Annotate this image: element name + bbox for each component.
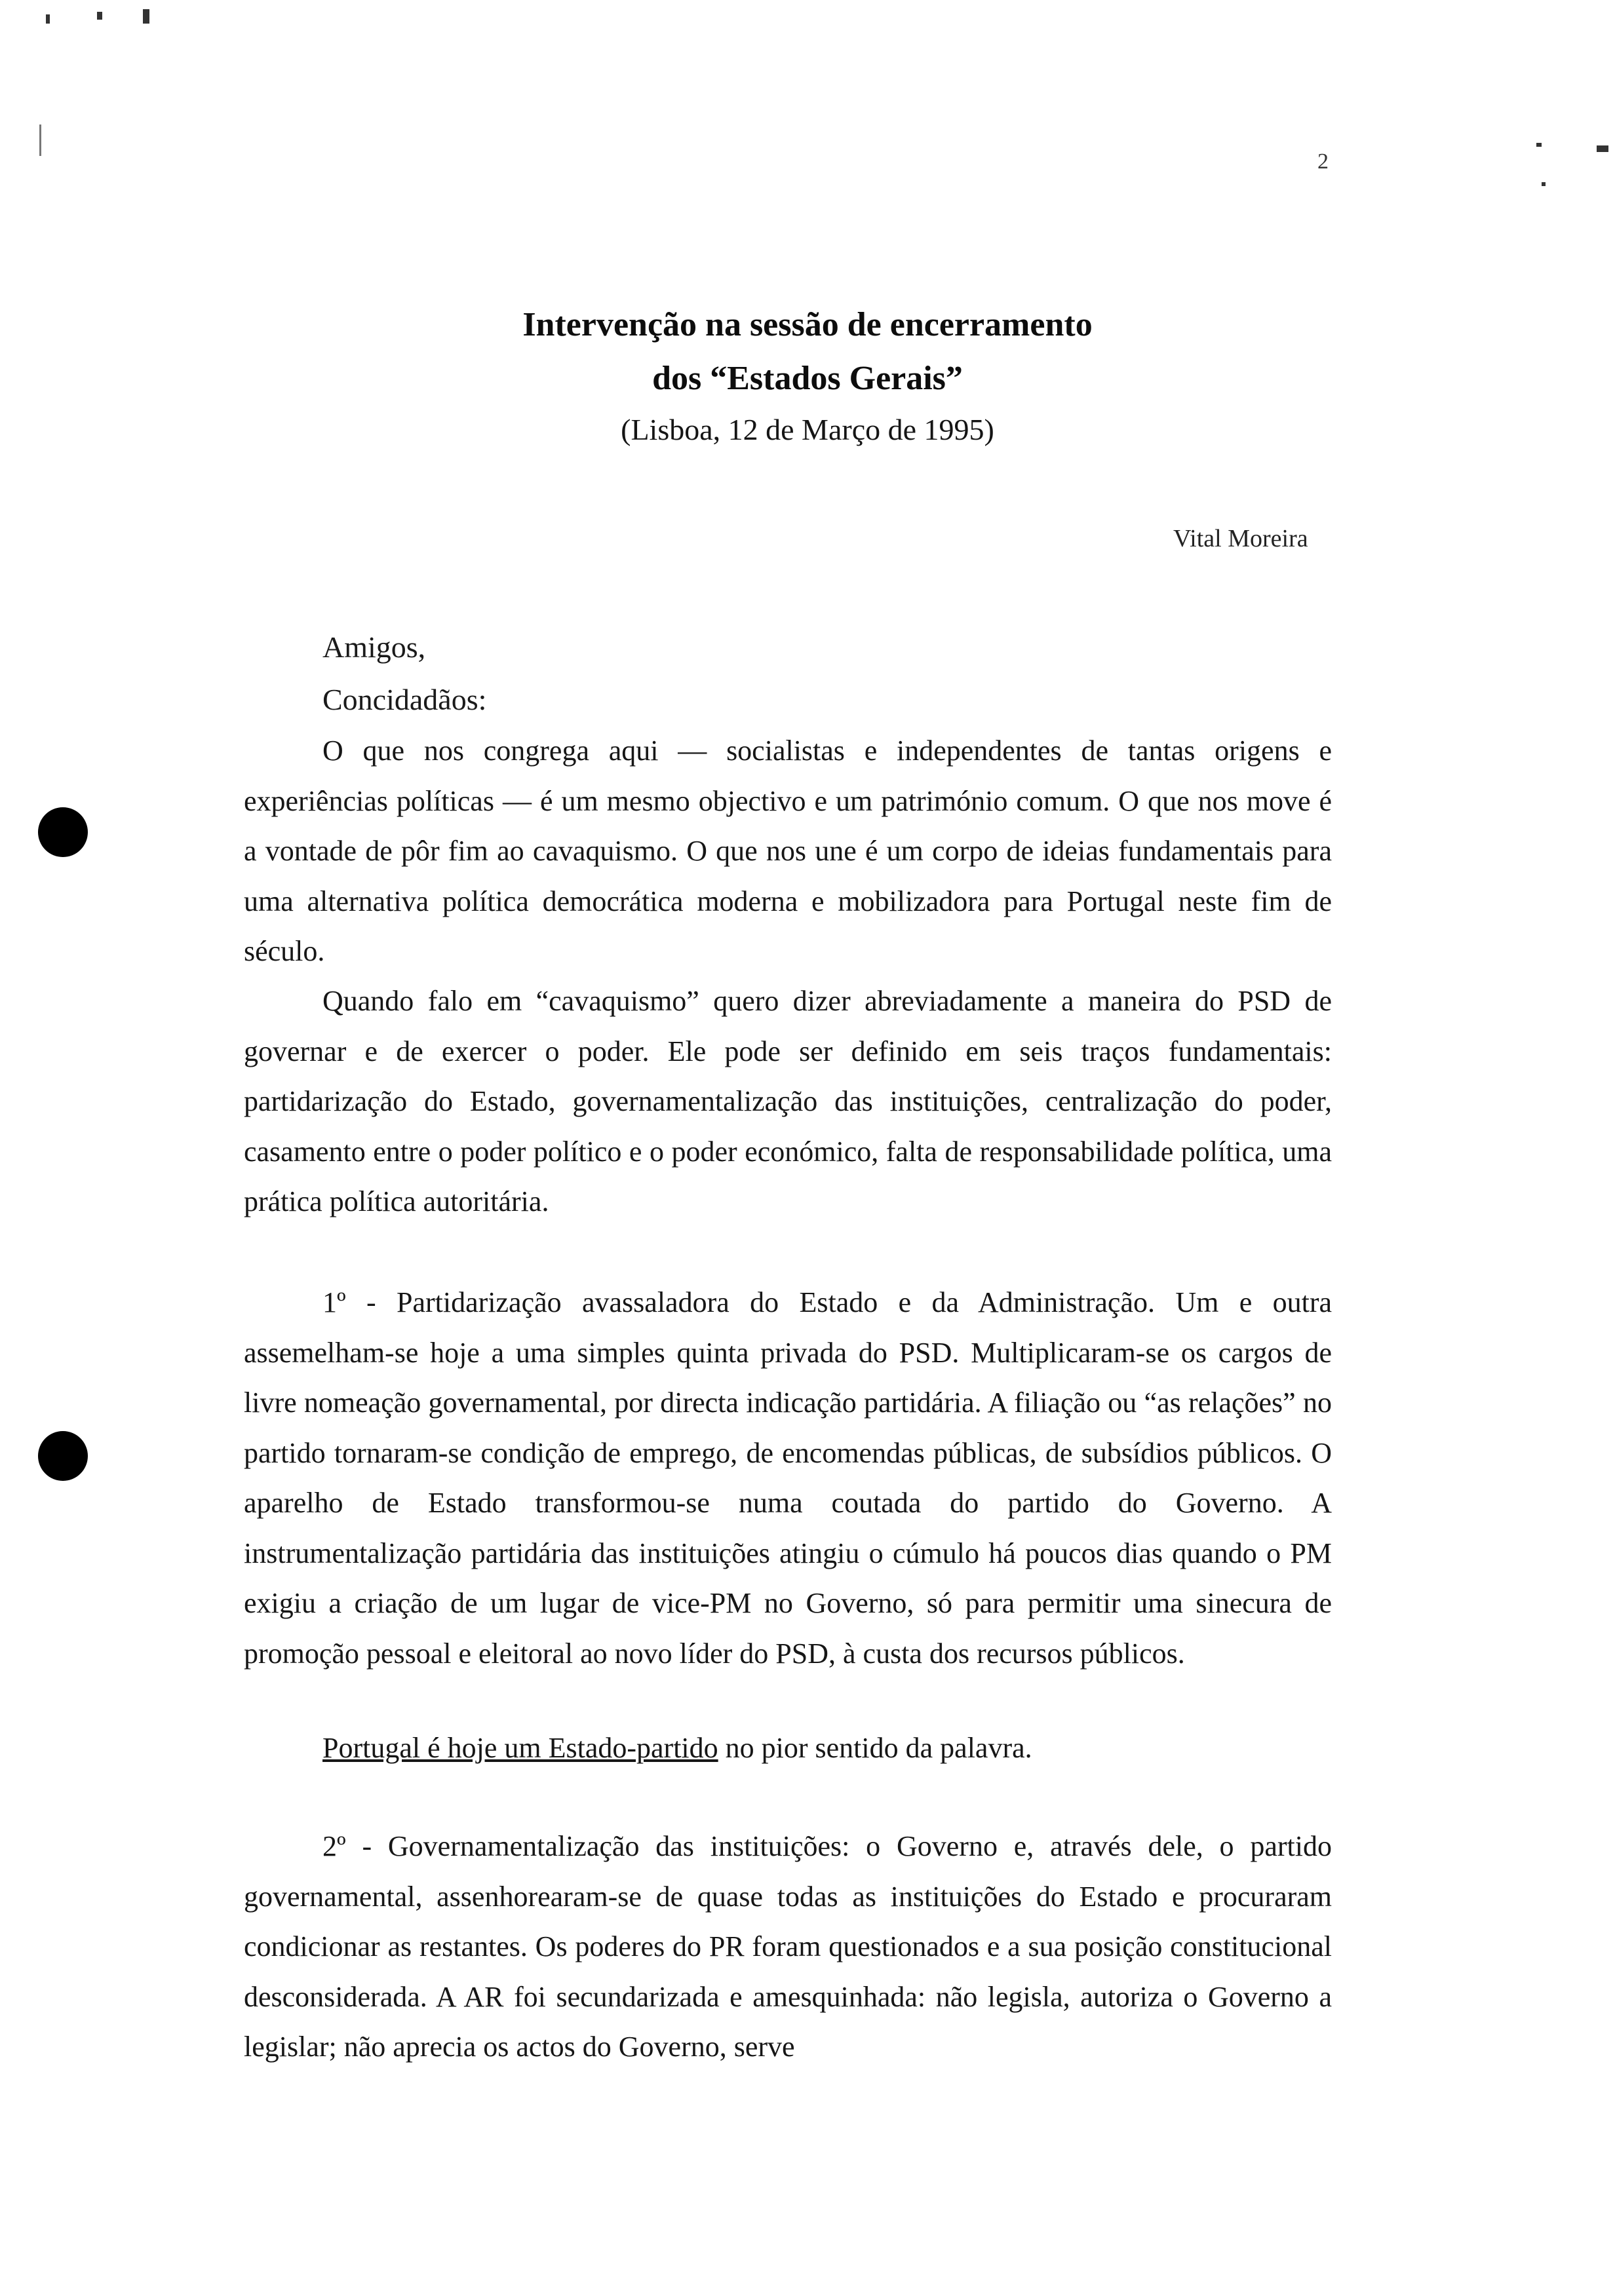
scan-speck xyxy=(1542,182,1546,186)
punch-hole-top xyxy=(38,807,88,857)
salutation-line-1: Amigos, xyxy=(322,630,426,664)
salutation xyxy=(322,621,486,726)
document-header xyxy=(0,298,1615,454)
paragraph-2 xyxy=(244,976,1332,1227)
scan-speck xyxy=(97,12,102,20)
paragraph-3 xyxy=(244,1278,1332,1679)
author-name: Vital Moreira xyxy=(1173,525,1308,552)
paragraph-1 xyxy=(244,726,1332,977)
scan-speck xyxy=(143,9,149,24)
paragraph-4 xyxy=(244,1723,1332,1774)
paragraph-4-rest: no pior sentido da palavra. xyxy=(718,1732,1032,1764)
paragraph-5 xyxy=(244,1822,1332,2073)
paragraph-1-text: O que nos congrega aqui — socialistas e independentes de tantas origens e experiências políticas — é um mesmo objectivo e um património comum. O que nos move é a vontade de pôr fim ao cavaquismo. O que nos une é um corpo de ideias fundamentais para uma alternativa política democrática moderna e mobilizadora para Portugal neste fim de século. xyxy=(244,735,1332,967)
scan-speck xyxy=(1536,143,1542,147)
punch-hole-bottom xyxy=(38,1431,88,1481)
paragraph-3-text: 1º - Partidarização avassaladora do Estado e da Administração. Um e outra assemelham-se hoje a uma simples quinta privada do PSD. Multiplicaram-se os cargos de livre nomeação governamental, por directa indicação partidária. A filiação ou “as relações” no partido tornaram-se condição de emprego, de encomendas públicas, de subsídios públicos. O aparelho de Estado transformou-se numa coutada do partido do Governo. A instrumentalização partidária das instituições atingiu o cúmulo há poucos dias quando o PM exigiu a criação de um lugar de vice-PM no Governo, só para permitir uma sinecura de promoção pessoal e eleitoral ao novo líder do PSD, à custa dos recursos públicos. xyxy=(244,1286,1332,1670)
paragraph-4-text xyxy=(244,1723,1332,1774)
page-number: 2 xyxy=(1317,149,1329,174)
paragraph-5-text: 2º - Governamentalização das instituições: o Governo e, através dele, o partido governamental, assenhorearam-se de quase todas as instituições do Estado e procuraram condicionar as restantes. Os poderes do PR foram questionados e a sua posição constitucional desconsiderada. A AR foi secundarizada e amesquinhada: não legisla, autoriza o Governo a legislar; não aprecia os actos do Governo, serve xyxy=(244,1830,1332,2063)
document-title-line-1: Intervenção na sessão de encerramento xyxy=(522,306,1093,343)
document-subtitle: (Lisboa, 12 de Março de 1995) xyxy=(621,413,994,446)
underlined-phrase: Portugal é hoje um Estado-partido xyxy=(322,1732,718,1764)
document-title-line-2: dos “Estados Gerais” xyxy=(652,360,963,397)
scan-speck xyxy=(1597,145,1608,152)
salutation-line-2: Concidadãos: xyxy=(322,683,487,716)
scan-speck xyxy=(46,14,50,24)
scan-speck xyxy=(39,124,41,156)
paragraph-2-text: Quando falo em “cavaquismo” quero dizer abreviadamente a maneira do PSD de governar e de exercer o poder. Ele pode ser definido em seis traços fundamentais: partidarização do Estado, governamentalização das instituições, centralização do poder, casamento entre o poder político e o poder económico, falta de responsabilidade política, uma prática política autoritária. xyxy=(244,985,1332,1217)
